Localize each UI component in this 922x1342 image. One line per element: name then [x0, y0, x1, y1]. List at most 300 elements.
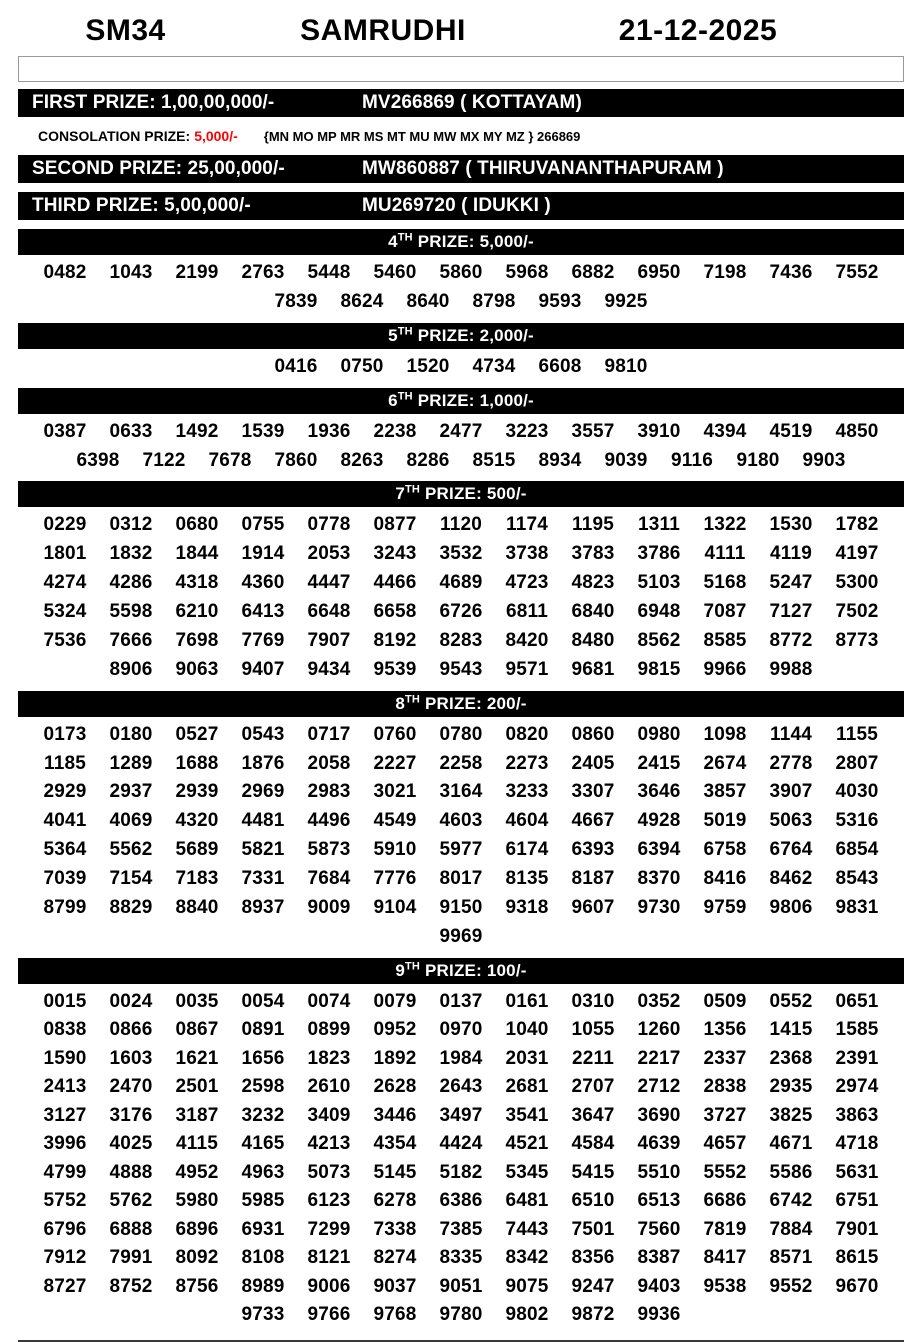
number-row [18, 418, 904, 447]
winning-number: 5063 [769, 810, 813, 832]
winning-number: 7299 [307, 1218, 351, 1240]
winning-number: 8286 [406, 449, 450, 471]
winning-number: 1876 [241, 752, 285, 774]
winning-number: 0137 [439, 990, 483, 1012]
winning-number: 5145 [373, 1161, 417, 1183]
winning-number: 7907 [307, 629, 351, 651]
winning-number: 9104 [373, 896, 417, 918]
winning-number: 7154 [109, 868, 153, 889]
winning-number: 7183 [175, 868, 219, 889]
winning-number: 5689 [175, 839, 219, 861]
winning-number: 1801 [43, 543, 87, 565]
winning-number: 2058 [307, 752, 351, 774]
winning-number: 9039 [604, 449, 648, 471]
winning-number: 0509 [703, 990, 747, 1012]
winning-number: 4723 [505, 572, 549, 594]
winning-number: 6386 [439, 1190, 483, 1212]
winning-number: 5415 [571, 1161, 615, 1183]
winning-number: 0980 [637, 723, 681, 745]
winning-number: 2415 [637, 752, 681, 774]
winning-number: 0352 [637, 990, 681, 1012]
winning-number: 9539 [373, 658, 417, 680]
winning-number: 9969 [439, 925, 483, 947]
winning-number: 8092 [175, 1247, 219, 1269]
winning-number: 6686 [703, 1190, 747, 1212]
winning-number: 8799 [43, 896, 87, 918]
winning-number: 1656 [241, 1047, 285, 1069]
winning-number: 7839 [274, 290, 318, 312]
number-row [18, 1216, 904, 1245]
winning-number: 2501 [175, 1076, 219, 1098]
winning-number: 1120 [439, 514, 483, 536]
winning-number: 2974 [835, 1076, 879, 1098]
winning-number: 2217 [637, 1047, 681, 1069]
winning-number: 9815 [637, 658, 681, 680]
winning-number: 8187 [571, 868, 615, 889]
winning-number: 8727 [43, 1275, 87, 1297]
winning-number: 4667 [571, 810, 615, 832]
winning-number: 2273 [505, 752, 549, 774]
winning-number: 1289 [109, 752, 153, 774]
winning-number: 8108 [241, 1247, 285, 1269]
number-row [18, 1016, 904, 1045]
winning-number: 8772 [769, 629, 813, 651]
winning-number: 4481 [241, 810, 285, 832]
winning-number: 0173 [43, 723, 87, 745]
number-row [18, 511, 904, 540]
winning-number: 4320 [175, 810, 219, 832]
winning-number: 0680 [175, 514, 219, 536]
winning-number: 7666 [109, 629, 153, 651]
draw-date: 21-12-2025 [618, 14, 778, 47]
winning-number: 8615 [835, 1247, 879, 1269]
winning-number: 1603 [109, 1047, 153, 1069]
winning-number: 3786 [637, 543, 681, 565]
winning-number: 7122 [142, 449, 186, 471]
consolation-prize-row [18, 126, 904, 146]
winning-number: 6210 [175, 601, 219, 622]
winning-number: 0778 [307, 514, 351, 536]
winning-number: 2937 [109, 781, 153, 803]
winning-number: 0867 [175, 1019, 219, 1041]
winning-number: 6764 [769, 839, 813, 861]
number-row [18, 807, 904, 836]
winning-number: 7087 [703, 601, 747, 622]
winning-number: 2939 [175, 781, 219, 803]
winning-number: 2053 [307, 543, 351, 565]
winning-number: 8283 [439, 629, 483, 651]
winning-number: 0079 [373, 990, 417, 1012]
second-prize-ticket: MW860887 ( THIRUVANANTHAPURAM ) [362, 158, 724, 179]
winning-number: 5598 [109, 601, 153, 622]
number-row [18, 353, 904, 382]
winning-number: 3541 [505, 1104, 549, 1126]
prize-ordinal: 5 [388, 325, 398, 345]
ticket-search-input[interactable] [18, 56, 904, 82]
first-prize-row [18, 89, 904, 117]
prize-numbers-5 [18, 349, 904, 388]
winning-number: 9681 [571, 658, 615, 680]
winning-number: 8135 [505, 868, 549, 889]
winning-number: 5985 [241, 1190, 285, 1212]
number-row [18, 1045, 904, 1074]
prize-ordinal-suffix: TH [397, 231, 413, 244]
winning-number: 2413 [43, 1076, 87, 1098]
winning-number: 3863 [835, 1104, 879, 1126]
winning-number: 7560 [637, 1218, 681, 1240]
winning-number: 2983 [307, 781, 351, 803]
winning-number: 1590 [43, 1047, 87, 1069]
winning-number: 3910 [637, 420, 681, 442]
winning-number: 4360 [241, 572, 285, 594]
winning-number: 8515 [472, 449, 516, 471]
number-row [18, 447, 904, 476]
winning-number: 2969 [241, 781, 285, 803]
winning-number: 8798 [472, 290, 516, 312]
winning-number: 8017 [439, 868, 483, 889]
winning-number: 5460 [373, 262, 417, 283]
winning-number: 9593 [538, 290, 582, 312]
winning-number: 3825 [769, 1104, 813, 1126]
winning-number: 4424 [439, 1133, 483, 1155]
winning-number: 0755 [241, 514, 285, 536]
winning-number: 1585 [835, 1019, 879, 1041]
winning-number: 9766 [307, 1304, 351, 1326]
winning-number: 2707 [571, 1076, 615, 1098]
winning-number: 4603 [439, 810, 483, 832]
number-row [18, 1130, 904, 1159]
winning-number: 6931 [241, 1218, 285, 1240]
winning-number: 7901 [835, 1218, 879, 1240]
winning-number: 8752 [109, 1275, 153, 1297]
winning-number: 2211 [571, 1047, 615, 1069]
winning-number: 0952 [373, 1019, 417, 1041]
winning-number: 9543 [439, 658, 483, 680]
winning-number: 8121 [307, 1247, 351, 1269]
winning-number: 0838 [43, 1019, 87, 1041]
winning-number: 8416 [703, 868, 747, 889]
winning-number: 1832 [109, 543, 153, 565]
prize-ordinal: 6 [388, 390, 398, 410]
winning-number: 2935 [769, 1076, 813, 1098]
prize-numbers-8 [18, 717, 904, 958]
winning-number: 4447 [307, 572, 351, 594]
winning-number: 9318 [505, 896, 549, 918]
winning-number: 5860 [439, 262, 483, 283]
winning-number: 1155 [835, 723, 879, 745]
winning-number: 7039 [43, 868, 87, 889]
winning-number: 0651 [835, 990, 879, 1012]
winning-number: 0035 [175, 990, 219, 1012]
winning-number: 9831 [835, 896, 879, 918]
winning-number: 9988 [769, 658, 813, 680]
prize-amount-label: PRIZE: 2,000/- [412, 325, 534, 345]
winning-number: 8937 [241, 896, 285, 918]
winning-number: 7991 [109, 1247, 153, 1269]
winning-number: 4466 [373, 572, 417, 594]
number-row [18, 288, 904, 317]
winning-number: 3232 [241, 1104, 285, 1126]
winning-number: 8562 [637, 629, 681, 651]
winning-number: 5316 [835, 810, 879, 832]
winning-number: 4354 [373, 1133, 417, 1155]
winning-number: 0015 [43, 990, 87, 1012]
winning-number: 5300 [835, 572, 879, 594]
second-prize-row [18, 155, 904, 183]
winning-number: 6950 [637, 262, 681, 283]
winning-number: 9247 [571, 1275, 615, 1297]
winning-number: 3907 [769, 781, 813, 803]
winning-number: 4888 [109, 1161, 153, 1183]
winning-number: 5968 [505, 262, 549, 283]
winning-number: 6648 [307, 601, 351, 622]
prize-section-header-8 [18, 691, 904, 717]
winning-number: 6394 [637, 839, 681, 861]
prize-numbers-7 [18, 507, 904, 690]
winning-number: 3783 [571, 543, 615, 565]
winning-number: 8420 [505, 629, 549, 651]
number-row [18, 1244, 904, 1273]
number-row [18, 598, 904, 627]
number-row [18, 1273, 904, 1302]
winning-number: 1144 [769, 723, 813, 745]
winning-number: 3021 [373, 781, 417, 803]
winning-number: 8274 [373, 1247, 417, 1269]
winning-number: 4963 [241, 1161, 285, 1183]
winning-number: 3243 [373, 543, 417, 565]
winning-number: 4030 [835, 781, 879, 803]
number-row [18, 259, 904, 288]
prize-amount-label: PRIZE: 100/- [420, 960, 527, 980]
winning-number: 0416 [274, 355, 318, 377]
winning-number: 5168 [703, 572, 747, 594]
winning-number: 7198 [703, 262, 747, 283]
number-row [18, 656, 904, 685]
winning-number: 5552 [703, 1161, 747, 1183]
winning-number: 6726 [439, 601, 483, 622]
number-row [18, 923, 904, 952]
winning-number: 9403 [637, 1275, 681, 1297]
number-row [18, 778, 904, 807]
winning-number: 9006 [307, 1275, 351, 1297]
winning-number: 2337 [703, 1047, 747, 1069]
winning-number: 4286 [109, 572, 153, 594]
winning-number: 3176 [109, 1104, 153, 1126]
winning-number: 8756 [175, 1275, 219, 1297]
prize-ordinal-suffix: TH [405, 692, 421, 705]
winning-number: 1185 [43, 752, 87, 774]
winning-number: 0054 [241, 990, 285, 1012]
winning-number: 8335 [439, 1247, 483, 1269]
winning-number: 0024 [109, 990, 153, 1012]
winning-number: 2368 [769, 1047, 813, 1069]
winning-number: 7501 [571, 1218, 615, 1240]
winning-number: 4274 [43, 572, 87, 594]
winning-number: 1892 [373, 1047, 417, 1069]
consolation-amount: 5,000/- [194, 128, 238, 144]
winning-number: 6123 [307, 1190, 351, 1212]
winning-number: 6398 [76, 449, 120, 471]
winning-number: 6393 [571, 839, 615, 861]
prize-amount-label: PRIZE: 5,000/- [412, 232, 534, 251]
winning-number: 7338 [373, 1218, 417, 1240]
winning-number: 9538 [703, 1275, 747, 1297]
prize-amount-label: PRIZE: 500/- [420, 484, 527, 504]
winning-number: 1520 [406, 355, 450, 377]
winning-number: 1174 [505, 514, 549, 536]
winning-number: 4197 [835, 543, 879, 565]
prize-ordinal: 7 [395, 484, 406, 504]
prize-numbers-4 [18, 255, 904, 323]
winning-number: 4718 [835, 1133, 879, 1155]
winning-number: 5073 [307, 1161, 351, 1183]
winning-number: 8640 [406, 290, 450, 312]
winning-number: 0780 [439, 723, 483, 745]
prize-amount-label: PRIZE: 200/- [420, 693, 527, 713]
number-row [18, 1073, 904, 1102]
winning-number: 8543 [835, 868, 879, 889]
winning-number: 7860 [274, 449, 318, 471]
winning-number: 7912 [43, 1247, 87, 1269]
winning-number: 9075 [505, 1275, 549, 1297]
winning-number: 1823 [307, 1047, 351, 1069]
winning-number: 7884 [769, 1218, 813, 1240]
winning-number: 8624 [340, 290, 384, 312]
winning-number: 8387 [637, 1247, 681, 1269]
number-row [18, 988, 904, 1017]
winning-number: 2763 [241, 262, 285, 283]
prize-ordinal: 8 [395, 693, 406, 713]
winning-number: 3446 [373, 1104, 417, 1126]
number-row [18, 1301, 904, 1330]
winning-number: 5247 [769, 572, 813, 594]
prize-numbers-9 [18, 984, 904, 1336]
winning-number: 7536 [43, 629, 87, 651]
winning-number: 8192 [373, 629, 417, 651]
winning-number: 7443 [505, 1218, 549, 1240]
winning-number: 6751 [835, 1190, 879, 1212]
winning-number: 5448 [307, 262, 351, 283]
winning-number: 4041 [43, 810, 87, 832]
winning-number: 0891 [241, 1019, 285, 1041]
winning-number: 8840 [175, 896, 219, 918]
winning-number: 1936 [307, 420, 351, 442]
winning-number: 3532 [439, 543, 483, 565]
consolation-label: CONSOLATION PRIZE: [38, 128, 191, 144]
winning-number: 4394 [703, 420, 747, 442]
winning-number: 2838 [703, 1076, 747, 1098]
winning-number: 9806 [769, 896, 813, 918]
winning-number: 9116 [670, 449, 714, 471]
winning-number: 8480 [571, 629, 615, 651]
prize-amount-label: PRIZE: 1,000/- [412, 390, 534, 410]
winning-number: 1492 [175, 420, 219, 442]
winning-number: 9903 [802, 449, 846, 471]
winning-number: 3857 [703, 781, 747, 803]
winning-number: 8263 [340, 449, 384, 471]
winning-number: 9966 [703, 658, 747, 680]
winning-number: 2712 [637, 1076, 681, 1098]
winning-number: 6278 [373, 1190, 417, 1212]
winning-number: 6882 [571, 262, 615, 283]
winning-number: 8829 [109, 896, 153, 918]
winning-number: 7502 [835, 601, 879, 622]
winning-number: 6758 [703, 839, 747, 861]
bottom-divider [18, 1340, 904, 1342]
winning-number: 1914 [241, 543, 285, 565]
winning-number: 1844 [175, 543, 219, 565]
winning-number: 2031 [505, 1047, 549, 1069]
winning-number: 3497 [439, 1104, 483, 1126]
winning-number: 6854 [835, 839, 879, 861]
winning-number: 2227 [373, 752, 417, 774]
winning-number: 3647 [571, 1104, 615, 1126]
winning-number: 0820 [505, 723, 549, 745]
winning-number: 0750 [340, 355, 384, 377]
prize-ordinal: 4 [388, 232, 398, 251]
winning-number: 2258 [439, 752, 483, 774]
winning-number: 7678 [208, 449, 252, 471]
winning-number: 6510 [571, 1190, 615, 1212]
winning-number: 8462 [769, 868, 813, 889]
winning-number: 0161 [505, 990, 549, 1012]
winning-number: 3690 [637, 1104, 681, 1126]
winning-number: 1043 [109, 262, 153, 283]
winning-number: 6896 [175, 1218, 219, 1240]
third-prize-row [18, 192, 904, 220]
number-row [18, 894, 904, 923]
winning-number: 5019 [703, 810, 747, 832]
winning-number: 2199 [175, 262, 219, 283]
number-row [18, 865, 904, 894]
winning-number: 6948 [637, 601, 681, 622]
winning-number: 4850 [835, 420, 879, 442]
winning-number: 5821 [241, 839, 285, 861]
number-row [18, 836, 904, 865]
winning-number: 0482 [43, 262, 87, 283]
prize-section-header-9 [18, 958, 904, 984]
winning-number: 6481 [505, 1190, 549, 1212]
winning-number: 0312 [109, 514, 153, 536]
prize-numbers-6 [18, 414, 904, 482]
winning-number: 3233 [505, 781, 549, 803]
winning-number: 6840 [571, 601, 615, 622]
winning-number: 9150 [439, 896, 483, 918]
winning-number: 5977 [439, 839, 483, 861]
winning-number: 4165 [241, 1133, 285, 1155]
winning-number: 5631 [835, 1161, 879, 1183]
winning-number: 9802 [505, 1304, 549, 1326]
winning-number: 2238 [373, 420, 417, 442]
prize-section-header-4 [18, 229, 904, 255]
winning-number: 1539 [241, 420, 285, 442]
prize-section-header-7 [18, 481, 904, 507]
winning-number: 3646 [637, 781, 681, 803]
winning-number: 4213 [307, 1133, 351, 1155]
winning-number: 3187 [175, 1104, 219, 1126]
winning-number: 9810 [604, 355, 648, 377]
winning-number: 0387 [43, 420, 87, 442]
winning-number: 1055 [571, 1019, 615, 1041]
winning-number: 5324 [43, 601, 87, 622]
winning-number: 4823 [571, 572, 615, 594]
winning-number: 0970 [439, 1019, 483, 1041]
winning-number: 9571 [505, 658, 549, 680]
winning-number: 8773 [835, 629, 879, 651]
winning-number: 2391 [835, 1047, 879, 1069]
winning-number: 3223 [505, 420, 549, 442]
winning-number: 7436 [769, 262, 813, 283]
